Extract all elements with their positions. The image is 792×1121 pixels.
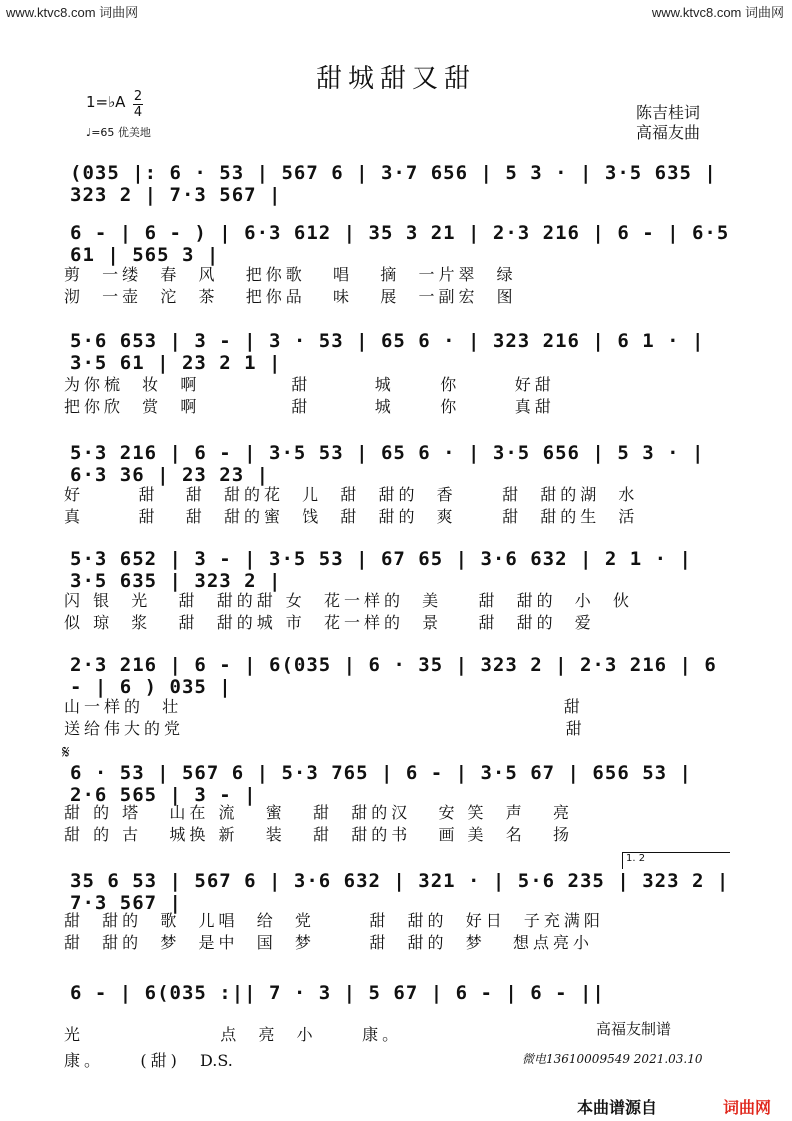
lyricist-credit: 陈吉桂词 [636, 103, 701, 122]
notation-line: 5·3 216 | 6 - | 3·5 53 | 65 6 · | 3·5 656 | 5 3 · | 6·3 36 | 23 23 | [70, 442, 705, 486]
score-system [60, 320, 735, 374]
lyric-verse-2: 似 琼 浆 甜 甜的城 市 花一样的 景 甜 甜的 爱 [64, 613, 595, 632]
time-bottom: 4 [133, 105, 143, 120]
notation-line: 6 - | 6(035 :|| 7 · 3 | 5 67 | 6 - | 6 - || [70, 982, 605, 1004]
score-system [60, 152, 735, 206]
notation-line: 5·6 653 | 3 - | 3 · 53 | 65 6 · | 323 216 | 6 1 · | 3·5 61 | 23 2 1 | [70, 330, 705, 374]
arranger-credit: 高福友制谱 [596, 1020, 672, 1038]
volta-label: 1. 2 [626, 853, 646, 864]
lyric-verse-2: 康。 (甜) [64, 1051, 181, 1070]
lyric-verse-1: 好 甜 甜 甜的花 儿 甜 甜的 香 甜 甜的湖 水 [64, 485, 639, 504]
notation-line: 35 6 53 | 567 6 | 3·6 632 | 321 · | 5·6 235 | 323 2 | 7·3 567 | [70, 870, 730, 914]
lyric-verse-1: 山一样的 壮 甜 [64, 697, 584, 716]
score-system [60, 538, 735, 592]
dal-segno-marking: D.S. [200, 1051, 233, 1070]
tempo-marking: ♩=65 优美地 [86, 126, 151, 139]
song-title: 甜城甜又甜 [315, 64, 476, 94]
score-system [60, 972, 735, 1018]
notation-line: 5·3 652 | 3 - | 3·5 53 | 67 65 | 3·6 632 | 2 1 · | 3·5 635 | 323 2 | [70, 548, 692, 592]
contact-info: 微电13610009549 2021.03.10 [522, 1052, 703, 1066]
notation-line: 6 - | 6 - ) | 6·3 612 | 35 3 21 | 2·3 216 | 6 - | 6·5 61 | 565 3 | [70, 222, 730, 266]
lyric-verse-1: 剪 一缕 春 风 把你歌 唱 摘 一片翠 绿 [64, 265, 517, 284]
site-url-right[interactable]: www.ktvc8.com 词曲网 [651, 5, 784, 20]
time-top: 2 [133, 89, 143, 104]
lyric-verse-1: 甜 的 塔 山在 流 蜜 甜 甜的汉 安 笑 声 亮 [64, 803, 573, 822]
time-signature [133, 90, 143, 119]
composer-credit: 高福友曲 [636, 123, 701, 142]
lyric-verse-1: 为你梳 妆 啊 甜 城 你 好甜 [64, 375, 555, 394]
lyric-verse-2: 送给伟大的党 甜 [64, 719, 586, 738]
source-label: 本曲谱源自 [577, 1098, 658, 1117]
score-system [60, 432, 735, 486]
lyric-verse-2: 把你欣 赏 啊 甜 城 你 真甜 [64, 397, 555, 416]
lyric-verse-1: 闪 银 光 甜 甜的甜 女 花一样的 美 甜 甜的 小 伙 [64, 591, 633, 610]
notation-line: 6 · 53 | 567 6 | 5·3 765 | 6 - | 3·5 67 | 656 53 | 2·6 565 | 3 - | [70, 762, 692, 806]
lyric-verse-1: 甜 甜的 歌 儿唱 给 党 甜 甜的 好日 子充满阳 [64, 911, 604, 930]
lyric-verse-2: 沏 一壶 沱 茶 把你品 味 展 一副宏 图 [64, 287, 517, 306]
notation-line: (035 |: 6 · 53 | 567 6 | 3·7 656 | 5 3 · | 3·5 635 | 323 2 | 7·3 567 | [70, 162, 717, 206]
site-logo[interactable]: 词曲网 [723, 1098, 772, 1117]
segno-sign: 𝄋 [62, 742, 70, 763]
notation-line: 2·3 216 | 6 - | 6(035 | 6 · 35 | 323 2 | 2·3 216 | 6 - | 6 ) 035 | [70, 654, 717, 698]
key-signature: 1=♭A [86, 93, 126, 111]
lyric-verse-2: 甜 的 古 城换 新 装 甜 甜的书 画 美 名 扬 [64, 825, 573, 844]
lyric-verse-1: 光 点 亮 小 康。 [64, 1025, 403, 1044]
lyric-verse-2: 甜 甜的 梦 是中 国 梦 甜 甜的 梦 想点亮小 [64, 933, 593, 952]
lyric-verse-2: 真 甜 甜 甜的蜜 饯 甜 甜的 爽 甜 甜的生 活 [64, 507, 639, 526]
score-system [60, 212, 735, 266]
site-url-left[interactable]: www.ktvc8.com 词曲网 [6, 5, 139, 20]
score-system [60, 644, 735, 698]
score-system [60, 752, 735, 806]
score-system [60, 860, 735, 914]
